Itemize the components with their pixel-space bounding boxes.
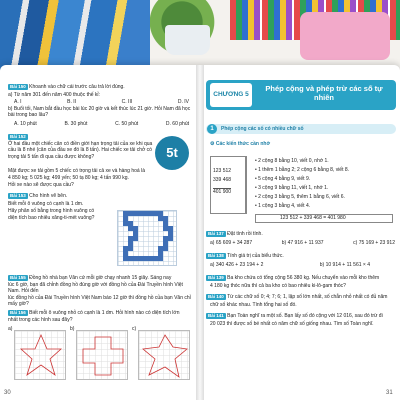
plant-pot-photo bbox=[165, 25, 210, 55]
problem-152-text: Ở hai đầu một chiếc cân có điền giới hạn trọng tải của xe khi qua cầu là 8 nhé (cân của đầu xe đó là 8 tấn). Hai chiếc xe tải chở có trọng tải 5 tấn đi qua cầu được không? bbox=[8, 141, 153, 160]
problem-137-items bbox=[210, 240, 395, 246]
problem-tag: Bài 153 bbox=[10, 193, 26, 198]
option: B. 30 phút bbox=[64, 121, 88, 127]
knowledge-title: Các kiến thức cần nhớ bbox=[215, 141, 271, 147]
chapter-label: CHƯƠNG 5 bbox=[210, 83, 252, 107]
expression: a) 65 609 + 34 287 bbox=[210, 240, 253, 246]
chapter-badge: 5t bbox=[155, 136, 189, 170]
problem-150 bbox=[8, 84, 125, 90]
step-brace bbox=[246, 156, 250, 214]
problem-140 bbox=[206, 294, 387, 300]
option: D. IV bbox=[177, 99, 189, 105]
question-a: a) Từ năm 301 đến năm 400 thuộc thế kỉ: bbox=[8, 92, 100, 98]
problem-156-line: nhất trong các hình sau đây? bbox=[8, 317, 73, 323]
problem-152-line: 4 850 kg; 5 025 kg; 499 yến; 50 tạ 80 kg; 4 tấn 990 kg. bbox=[8, 175, 129, 181]
knowledge-heading bbox=[210, 141, 270, 147]
problem-text: Đặt tính rồi tính. bbox=[227, 231, 263, 237]
step: • 2 cộng 8 bằng 10, viết 0, nhớ 1. bbox=[255, 158, 329, 164]
page-number-left: 30 bbox=[4, 390, 11, 396]
shape-option-b bbox=[76, 330, 128, 380]
problem-tag: Bài 155 bbox=[10, 275, 26, 280]
expression: a) 340 426 + 23 194 + 2 bbox=[210, 262, 264, 268]
problem-155-line: lúc 6 giờ, bạn đã chỉnh đồng hồ đúng giờ với đồng hồ của Đài Truyền hình Việt Nam. Hỏi đến bbox=[8, 282, 183, 295]
sum: 401 900 bbox=[213, 189, 232, 195]
gear-icon: ⚙ bbox=[210, 141, 215, 147]
expression: c) 75 169 + 23 912 bbox=[353, 240, 395, 246]
problem-153-line: Biết mỗi ô vuông có cạnh là 1 dm. bbox=[8, 201, 84, 207]
shape-option-c bbox=[138, 330, 190, 380]
problem-141 bbox=[206, 313, 383, 319]
page-number-right: 31 bbox=[386, 390, 393, 396]
step: • 1 cộng 3 bằng 4, viết 4. bbox=[255, 203, 311, 209]
problem-text: Từ các chữ số 0; 4; 7; 6; 1, lập số lớn nhất, số chẵn nhỏ nhất có đủ năm bbox=[227, 294, 388, 300]
result-text: 123 512 + 339 468 = 401 980 bbox=[280, 215, 346, 221]
option: A. I bbox=[14, 99, 22, 105]
option: B. II bbox=[67, 99, 77, 105]
chapter-title: Phép cộng và phép trừ các số tự nhiên bbox=[265, 84, 383, 102]
option-label: a) bbox=[8, 326, 13, 332]
problem-tag: Bài 139 bbox=[208, 275, 224, 280]
option: C. 50 phút bbox=[115, 121, 139, 127]
problem-137 bbox=[206, 231, 263, 237]
question-b: b) Buổi tối, Nam bắt đầu học bài lúc 20 giờ và kết thúc lúc 21 giờ. Hỏi Nam đã học bài trong bao lâu? bbox=[8, 106, 191, 119]
section-number: 1 bbox=[207, 124, 217, 134]
problem-139 bbox=[206, 275, 379, 281]
problem-153 bbox=[8, 193, 67, 199]
shape-options bbox=[8, 326, 198, 386]
step: • 1 thêm 1 bằng 2; 2 cộng 6 bằng 8, viết 8. bbox=[255, 167, 350, 173]
problem-text: Khoanh vào chữ cái trước câu trả lời đúng. bbox=[29, 84, 125, 90]
addend: 123 512 bbox=[213, 168, 232, 174]
option-label: b) bbox=[70, 326, 75, 332]
problem-tag: Bài 141 bbox=[208, 313, 224, 318]
problem-153-line: Hãy phân số bằng trong hình vuông có bbox=[8, 208, 95, 214]
problem-152-line: Hỏi xe nào sẽ được qua cầu? bbox=[8, 182, 74, 188]
option: A. 10 phút bbox=[14, 121, 37, 127]
problem-tag: Bài 137 bbox=[208, 231, 224, 236]
cross-shape-icon bbox=[77, 331, 129, 381]
problem-text: Ba kho chứa có tổng cộng 56 380 kg. Nếu chuyển vào mỗi kho thêm bbox=[227, 275, 380, 281]
shape-option-a bbox=[14, 330, 66, 380]
problem-tag: Bài 138 bbox=[208, 253, 224, 258]
problem-text: Cho hình vẽ bên. bbox=[29, 193, 68, 199]
option-label: c) bbox=[132, 326, 137, 332]
addition-column bbox=[210, 156, 246, 214]
problem-156 bbox=[8, 310, 179, 316]
problem-141-line: 20 023 thì được số bé nhất có năm chữ số giống nhau. Tìm số Toàn nghĩ. bbox=[210, 321, 374, 327]
pinwheel-shape-icon bbox=[139, 331, 191, 381]
section-title: Phép cộng các số có nhiều chữ số bbox=[221, 126, 304, 132]
problem-text: Biết mỗi ô vuông nhỏ có cạnh là 1 dm. Hỏi hình nào có diện tích lớn bbox=[29, 310, 180, 316]
problem-153-line: diện tích bao nhiêu xăng-ti-mét vuông? bbox=[8, 215, 95, 221]
step: • 5 cộng 4 bằng 9, viết 9. bbox=[255, 176, 311, 182]
problem-155-line: lúc đồng hồ của Đài Truyền hình Việt Nam báo 12 giờ thì đồng hồ của bạn Văn chỉ mấy giờ? bbox=[8, 295, 191, 308]
problem-138-items bbox=[210, 262, 370, 268]
problem-152-line: Mặt được xe tải gồm 5 chiếc có trọng tải cả xe và hàng hoá là bbox=[8, 168, 145, 174]
pink-pen-box-photo bbox=[300, 12, 390, 60]
problem-139-line: 4 180 kg thóc nữa thì cả ba kho có bao nhiêu ki-lô-gam thóc? bbox=[210, 283, 346, 289]
option: C. III bbox=[121, 99, 133, 105]
addend: 339 468 bbox=[213, 177, 232, 183]
problem-155 bbox=[8, 275, 171, 281]
problem-138 bbox=[206, 253, 284, 259]
problem-text: Tính giá trị của biểu thức. bbox=[227, 253, 284, 259]
problem-tag: Bài 140 bbox=[208, 294, 224, 299]
star-shape-icon bbox=[15, 331, 67, 381]
problem-text: Bạn Toàn nghĩ ra một số. Bạn lấy số đó cộng với 12 016, sau đó trừ đi bbox=[227, 313, 383, 319]
problem-tag: Bài 156 bbox=[10, 310, 26, 315]
step: • 2 cộng 3 bằng 5, thêm 1 bằng 6, viết 6. bbox=[255, 194, 345, 200]
problem-tag: Bài 152 bbox=[10, 134, 26, 139]
expression: b) 10 914 + 11 561 × 4 bbox=[319, 262, 370, 268]
problem-140-line: chữ số khác nhau. Tính tổng hai số đó. bbox=[210, 302, 297, 308]
question-a-options bbox=[14, 99, 189, 105]
question-b-options bbox=[14, 121, 189, 127]
problem-tag: Bài 150 bbox=[10, 84, 26, 89]
step: • 3 cộng 9 bằng 11, viết 1, nhớ 1. bbox=[255, 185, 329, 191]
expression: b) 47 916 + 11 937 bbox=[281, 240, 324, 246]
problem-152-tag-row bbox=[8, 134, 28, 140]
square-grid-figure bbox=[117, 210, 177, 266]
book-stack-photo bbox=[0, 0, 150, 75]
problem-text: Đồng hồ nhà bạn Văn cứ mỗi giờ chạy nhanh 15 giây. Sáng nay bbox=[29, 275, 172, 281]
option: D. 60 phút bbox=[165, 121, 189, 127]
